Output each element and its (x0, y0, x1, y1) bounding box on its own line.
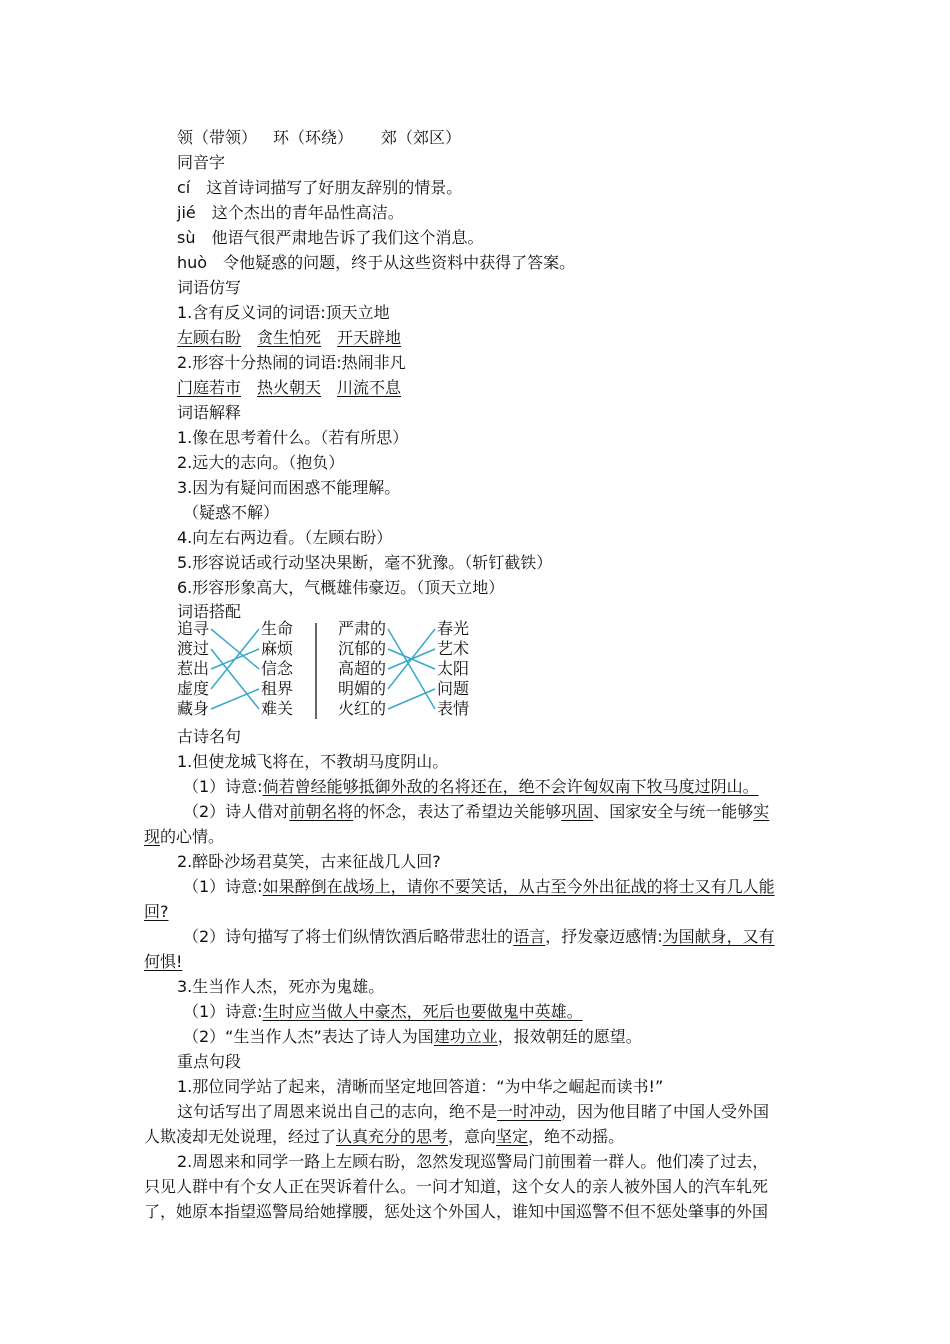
poem-2-sentiment: （2）诗句描写了将士们纵情饮酒后略带悲壮的语言，抒发豪迈感情:为国献身，又有 (183, 927, 775, 946)
homophone-item: sù 他语气很严肃地告诉了我们这个消息。 (177, 228, 484, 247)
match-g1-left: 渡过 (177, 639, 210, 658)
match-line-group-1 (211, 629, 259, 669)
match-g2-right: 太阳 (437, 659, 470, 678)
match-g1-right: 生命 (261, 619, 294, 638)
match-g1-left: 虚度 (177, 679, 210, 698)
key-passage-1: 1.那位同学站了起来，清晰而坚定地回答道：“为中华之崛起而读书!” (177, 1077, 664, 1096)
explain-item: 6.形容形象高大，气概雄伟豪迈。（顶天立地） (177, 578, 505, 597)
match-g1-right: 租界 (261, 679, 294, 698)
poem-1-sentiment: （2）诗人借对前朝名将的怀念，表达了希望边关能够巩固、国家安全与统一能够实 (183, 802, 770, 821)
explain-item: 5.形容说话或行动坚决果断，毫不犹豫。（斩钉截铁） (177, 553, 553, 572)
heading-key-passages: 重点句段 (177, 1052, 242, 1071)
heading-explain: 词语解释 (177, 403, 242, 422)
poem-1-meaning: （1）诗意:倘若曾经能够抵御外敌的名将还在，绝不会许匈奴南下牧马度过阴山。 (183, 777, 759, 796)
match-line-group-2 (388, 689, 435, 709)
match-g2-right: 问题 (437, 679, 470, 698)
match-g1-left: 惹出 (177, 659, 210, 678)
explain-item: 3.因为有疑问而困惑不能理解。 (177, 478, 401, 497)
explain-item: 2.远大的志向。（抱负） (177, 453, 345, 472)
poem-2-meaning: （1）诗意:如果醉倒在战场上，请你不要笑话，从古至今外出征战的将士又有几人能 (183, 877, 775, 896)
poem-2-meaning-cont: 回? (144, 902, 169, 921)
poem-3-meaning: （1）诗意:生时应当做人中豪杰，死后也要做鬼中英雄。 (183, 1002, 583, 1021)
heading-homophone: 同音字 (177, 153, 226, 172)
matching-lines (177, 619, 477, 723)
match-line-group-2 (388, 629, 435, 689)
match-g1-left: 追寻 (177, 619, 210, 638)
word-matching-exercise (177, 619, 477, 723)
key-passage-2-cont: 只见人群中有个女人正在哭诉着什么。一问才知道，这个女人的亲人被外国人的汽车轧死 (144, 1177, 769, 1196)
heading-imitate: 词语仿写 (177, 278, 242, 297)
key-passage-1-analysis-cont: 人欺凌却无处说理，经过了认真充分的思考，意向坚定，绝不动摇。 (144, 1127, 625, 1146)
heading-poems: 古诗名句 (177, 727, 242, 746)
heading-matching: 词语搭配 (177, 602, 242, 621)
homophone-item: cí 这首诗词描写了好朋友辞别的情景。 (177, 178, 463, 197)
poem-3-line: 3.生当作人杰，死亦为鬼雄。 (177, 977, 385, 996)
poem-2-line: 2.醉卧沙场君莫笑，古来征战几人回? (177, 852, 441, 871)
poem-2-sentiment-cont: 何惧! (144, 952, 183, 971)
key-passage-2: 2.周恩来和同学一路上左顾右盼，忽然发现巡警局门前围着一群人。他们凑了过去， (177, 1152, 769, 1171)
homophone-item: huò 令他疑惑的问题，终于从这些资料中获得了答案。 (177, 253, 576, 272)
homophone-item: jié 这个杰出的青年品性高洁。 (177, 203, 404, 222)
match-g1-left: 藏身 (177, 699, 210, 718)
key-passage-1-analysis: 这句话写出了周恩来说出自己的志向，绝不是一时冲动，因为他目睹了中国人受外国 (177, 1102, 770, 1121)
match-g2-left: 火红的 (338, 699, 387, 718)
imitate-question-2: 2.形容十分热闹的词语:热闹非凡 (177, 353, 406, 372)
match-g2-left: 严肃的 (338, 619, 387, 638)
explain-item: （疑惑不解） (183, 503, 280, 522)
explain-item: 4.向左右两边看。（左顾右盼） (177, 528, 393, 547)
match-g2-left: 高超的 (338, 659, 387, 678)
match-g2-right: 艺术 (437, 639, 470, 658)
poem-3-sentiment: （2）“生当作人杰”表达了诗人为国建功立业，报效朝廷的愿望。 (183, 1027, 642, 1046)
match-g2-right: 春光 (437, 619, 470, 638)
match-g2-left: 沉郁的 (338, 639, 387, 658)
char-meaning-line: 领（带领） 环（环绕） 郊（郊区） (177, 128, 462, 147)
explain-item: 1.像在思考着什么。（若有所思） (177, 428, 409, 447)
match-g1-right: 信念 (261, 659, 294, 678)
imitate-answers-2: 门庭若市 热火朝天 川流不息 (177, 378, 402, 397)
match-g2-left: 明媚的 (338, 679, 387, 698)
imitate-question-1: 1.含有反义词的词语:顶天立地 (177, 303, 390, 322)
imitate-answers-1: 左顾右盼 贪生怕死 开天辟地 (177, 328, 402, 347)
poem-1-sentiment-cont: 现的心情。 (144, 827, 225, 846)
match-g1-right: 麻烦 (261, 639, 294, 658)
poem-1-line: 1.但使龙城飞将在，不教胡马度阴山。 (177, 752, 449, 771)
match-g1-right: 难关 (261, 699, 294, 718)
match-line-group-2 (388, 629, 435, 709)
key-passage-2-cont: 了，她原本指望巡警局给她撑腰，惩处这个外国人，谁知中国巡警不但不惩处肇事的外国 (144, 1202, 769, 1221)
match-g2-right: 表情 (437, 699, 470, 718)
